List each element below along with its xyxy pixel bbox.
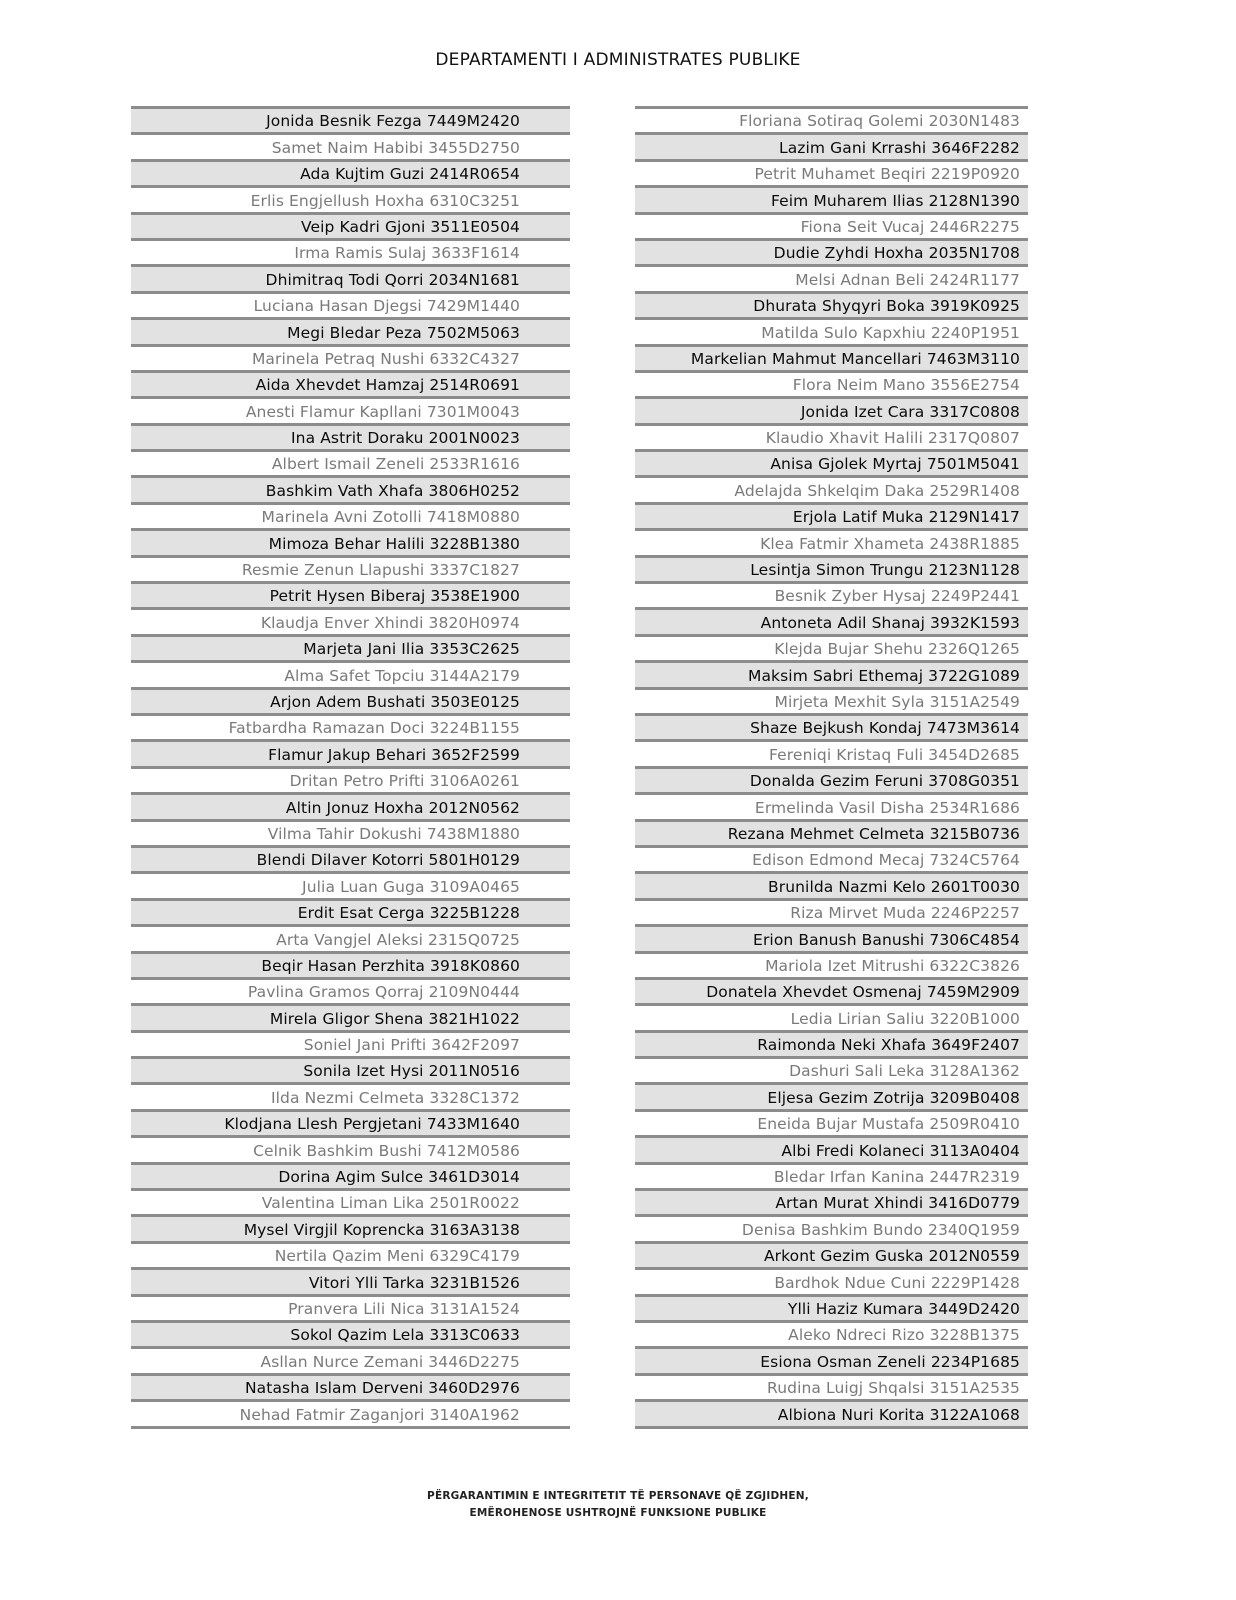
names-list-right	[635, 106, 1028, 1429]
list-item: Ledia Lirian Saliu 3220B1000	[635, 1006, 1028, 1032]
page-title: DEPARTAMENTI I ADMINISTRATES PUBLIKE	[435, 50, 801, 70]
list-item: Maksim Sabri Ethemaj 3722G1089	[635, 663, 1028, 689]
list-item: Melsi Adnan Beli 2424R1177	[635, 267, 1028, 293]
list-item: Albi Fredi Kolaneci 3113A0404	[635, 1138, 1028, 1164]
list-item: Matilda Sulo Kapxhiu 2240P1951	[635, 320, 1028, 346]
list-item: Dhurata Shyqyri Boka 3919K0925	[635, 294, 1028, 320]
list-item: Aleko Ndreci Rizo 3228B1375	[635, 1323, 1028, 1349]
list-item: Marjeta Jani Ilia 3353C2625	[131, 637, 570, 663]
list-item: Eljesa Gezim Zotrija 3209B0408	[635, 1085, 1028, 1111]
list-item: Rezana Mehmet Celmeta 3215B0736	[635, 822, 1028, 848]
list-item: Pranvera Lili Nica 3131A1524	[131, 1297, 570, 1323]
list-item: Petrit Muhamet Beqiri 2219P0920	[635, 162, 1028, 188]
list-item: Ilda Nezmi Celmeta 3328C1372	[131, 1085, 570, 1111]
list-item: Adelajda Shkelqim Daka 2529R1408	[635, 478, 1028, 504]
list-item: Erdit Esat Cerga 3225B1228	[131, 901, 570, 927]
list-item: Mysel Virgjil Koprencka 3163A3138	[131, 1217, 570, 1243]
list-item: Nertila Qazim Meni 6329C4179	[131, 1244, 570, 1270]
list-item: Denisa Bashkim Bundo 2340Q1959	[635, 1217, 1028, 1243]
list-item: Flamur Jakup Behari 3652F2599	[131, 742, 570, 768]
list-item: Ina Astrit Doraku 2001N0023	[131, 426, 570, 452]
list-item: Marinela Avni Zotolli 7418M0880	[131, 505, 570, 531]
list-item: Dhimitraq Todi Qorri 2034N1681	[131, 267, 570, 293]
list-item: Rudina Luigj Shqalsi 3151A2535	[635, 1376, 1028, 1402]
list-item: Erlis Engjellush Hoxha 6310C3251	[131, 188, 570, 214]
list-item: Asllan Nurce Zemani 3446D2275	[131, 1349, 570, 1375]
list-item: Sonila Izet Hysi 2011N0516	[131, 1059, 570, 1085]
list-item: Artan Murat Xhindi 3416D0779	[635, 1191, 1028, 1217]
list-item: Erjola Latif Muka 2129N1417	[635, 505, 1028, 531]
list-item: Resmie Zenun Llapushi 3337C1827	[131, 558, 570, 584]
list-item: Marinela Petraq Nushi 6332C4327	[131, 347, 570, 373]
list-item: Dashuri Sali Leka 3128A1362	[635, 1059, 1028, 1085]
list-item: Klejda Bujar Shehu 2326Q1265	[635, 637, 1028, 663]
list-item: Arjon Adem Bushati 3503E0125	[131, 690, 570, 716]
list-item: Altin Jonuz Hoxha 2012N0562	[131, 795, 570, 821]
list-item: Shaze Bejkush Kondaj 7473M3614	[635, 716, 1028, 742]
list-item: Ylli Haziz Kumara 3449D2420	[635, 1297, 1028, 1323]
list-item: Vilma Tahir Dokushi 7438M1880	[131, 822, 570, 848]
list-item: Dorina Agim Sulce 3461D3014	[131, 1165, 570, 1191]
list-item: Donatela Xhevdet Osmenaj 7459M2909	[635, 980, 1028, 1006]
list-item: Esiona Osman Zeneli 2234P1685	[635, 1349, 1028, 1375]
list-item: Jonida Izet Cara 3317C0808	[635, 399, 1028, 425]
list-item: Sokol Qazim Lela 3313C0633	[131, 1323, 570, 1349]
list-item: Albiona Nuri Korita 3122A1068	[635, 1402, 1028, 1428]
list-item: Megi Bledar Peza 7502M5063	[131, 320, 570, 346]
list-item: Natasha Islam Derveni 3460D2976	[131, 1376, 570, 1402]
list-item: Arta Vangjel Aleksi 2315Q0725	[131, 927, 570, 953]
footer-line-1: PËRGARANTIMIN E INTEGRITETIT TË PERSONAVE QË ZGJIDHEN,	[427, 1490, 809, 1502]
list-item: Klaudja Enver Xhindi 3820H0974	[131, 610, 570, 636]
list-item: Jonida Besnik Fezga 7449M2420	[131, 109, 570, 135]
page-footer	[0, 1488, 1236, 1522]
list-item: Irma Ramis Sulaj 3633F1614	[131, 241, 570, 267]
list-item: Blendi Dilaver Kotorri 5801H0129	[131, 848, 570, 874]
list-item: Alma Safet Topciu 3144A2179	[131, 663, 570, 689]
list-item: Besnik Zyber Hysaj 2249P2441	[635, 584, 1028, 610]
list-item: Mariola Izet Mitrushi 6322C3826	[635, 954, 1028, 980]
list-item: Mimoza Behar Halili 3228B1380	[131, 531, 570, 557]
list-item: Raimonda Neki Xhafa 3649F2407	[635, 1033, 1028, 1059]
list-item: Anisa Gjolek Myrtaj 7501M5041	[635, 452, 1028, 478]
list-item: Fatbardha Ramazan Doci 3224B1155	[131, 716, 570, 742]
list-item: Petrit Hysen Biberaj 3538E1900	[131, 584, 570, 610]
list-item: Samet Naim Habibi 3455D2750	[131, 135, 570, 161]
list-item: Bledar Irfan Kanina 2447R2319	[635, 1165, 1028, 1191]
list-item: Edison Edmond Mecaj 7324C5764	[635, 848, 1028, 874]
list-item: Nehad Fatmir Zaganjori 3140A1962	[131, 1402, 570, 1428]
list-item: Mirela Gligor Shena 3821H1022	[131, 1006, 570, 1032]
footer-line-2: EMËROHENOSE USHTROJNË FUNKSIONE PUBLIKE	[469, 1507, 767, 1519]
list-item: Pavlina Gramos Qorraj 2109N0444	[131, 980, 570, 1006]
list-item: Klea Fatmir Xhameta 2438R1885	[635, 531, 1028, 557]
list-item: Brunilda Nazmi Kelo 2601T0030	[635, 874, 1028, 900]
list-item: Luciana Hasan Djegsi 7429M1440	[131, 294, 570, 320]
list-item: Lazim Gani Krrashi 3646F2282	[635, 135, 1028, 161]
list-item: Bardhok Ndue Cuni 2229P1428	[635, 1270, 1028, 1296]
list-item: Ermelinda Vasil Disha 2534R1686	[635, 795, 1028, 821]
list-item: Vitori Ylli Tarka 3231B1526	[131, 1270, 570, 1296]
list-item: Ada Kujtim Guzi 2414R0654	[131, 162, 570, 188]
list-item: Feim Muharem Ilias 2128N1390	[635, 188, 1028, 214]
list-item: Julia Luan Guga 3109A0465	[131, 874, 570, 900]
list-item: Beqir Hasan Perzhita 3918K0860	[131, 954, 570, 980]
list-item: Lesintja Simon Trungu 2123N1128	[635, 558, 1028, 584]
list-item: Fiona Seit Vucaj 2446R2275	[635, 215, 1028, 241]
list-item: Celnik Bashkim Bushi 7412M0586	[131, 1138, 570, 1164]
list-item: Albert Ismail Zeneli 2533R1616	[131, 452, 570, 478]
list-item: Anesti Flamur Kapllani 7301M0043	[131, 399, 570, 425]
list-item: Eneida Bujar Mustafa 2509R0410	[635, 1112, 1028, 1138]
list-item: Arkont Gezim Guska 2012N0559	[635, 1244, 1028, 1270]
list-item: Riza Mirvet Muda 2246P2257	[635, 901, 1028, 927]
list-item: Markelian Mahmut Mancellari 7463M3110	[635, 347, 1028, 373]
list-item: Aida Xhevdet Hamzaj 2514R0691	[131, 373, 570, 399]
names-list-left	[131, 106, 570, 1429]
list-item: Fereniqi Kristaq Fuli 3454D2685	[635, 742, 1028, 768]
list-item: Veip Kadri Gjoni 3511E0504	[131, 215, 570, 241]
list-item: Soniel Jani Prifti 3642F2097	[131, 1033, 570, 1059]
list-item: Erion Banush Banushi 7306C4854	[635, 927, 1028, 953]
list-item: Bashkim Vath Xhafa 3806H0252	[131, 478, 570, 504]
list-item: Klaudio Xhavit Halili 2317Q0807	[635, 426, 1028, 452]
list-item: Floriana Sotiraq Golemi 2030N1483	[635, 109, 1028, 135]
list-item: Donalda Gezim Feruni 3708G0351	[635, 769, 1028, 795]
list-item: Mirjeta Mexhit Syla 3151A2549	[635, 690, 1028, 716]
list-item: Dudie Zyhdi Hoxha 2035N1708	[635, 241, 1028, 267]
list-item: Flora Neim Mano 3556E2754	[635, 373, 1028, 399]
list-item: Valentina Liman Lika 2501R0022	[131, 1191, 570, 1217]
list-item: Dritan Petro Prifti 3106A0261	[131, 769, 570, 795]
list-item: Antoneta Adil Shanaj 3932K1593	[635, 610, 1028, 636]
list-item: Klodjana Llesh Pergjetani 7433M1640	[131, 1112, 570, 1138]
